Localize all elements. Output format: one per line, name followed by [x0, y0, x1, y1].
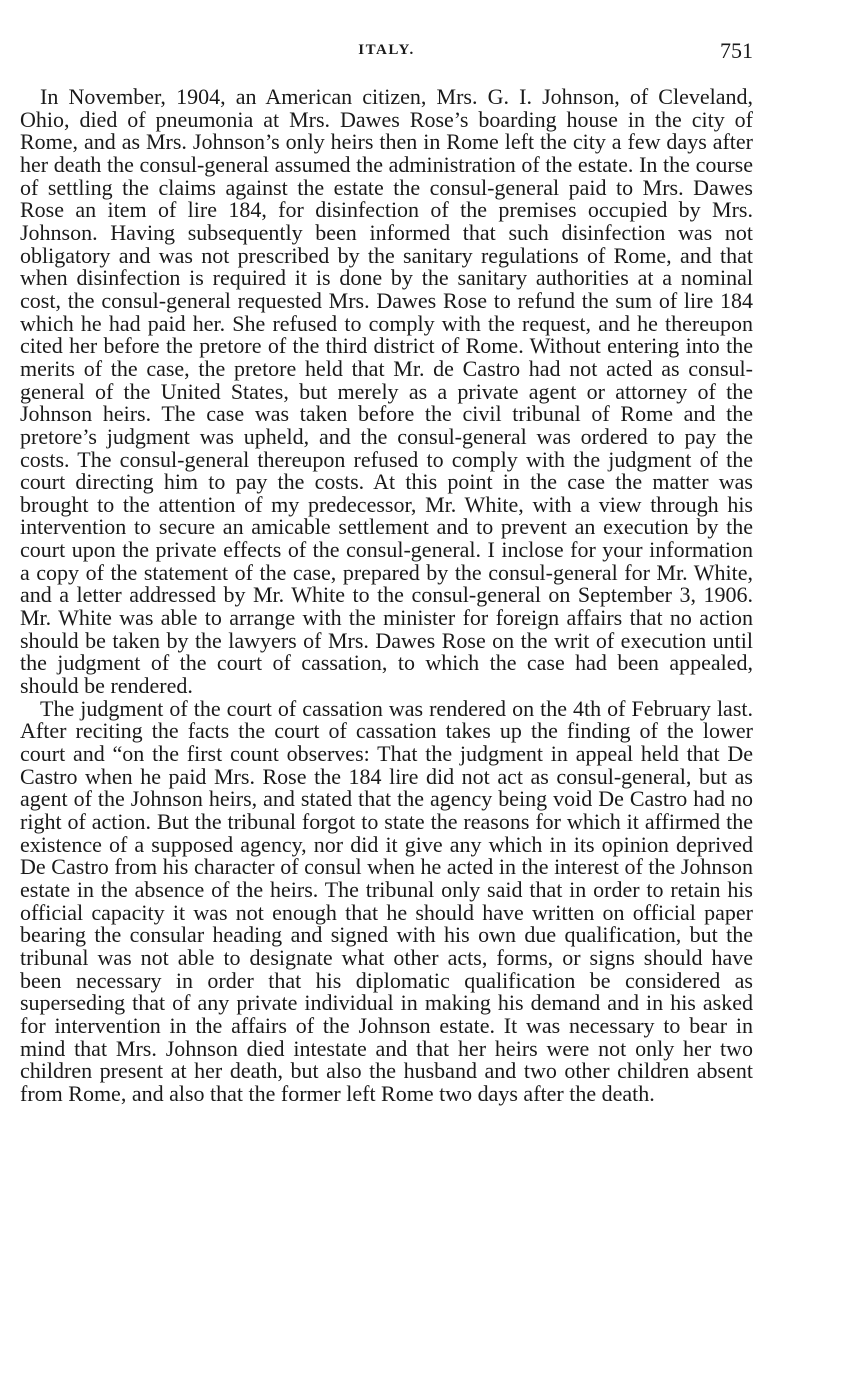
running-head [20, 38, 753, 68]
paragraph-estate-dispute: In November, 1904, an American citizen, Mrs. G. I. Johnson, of Cleveland, Ohio, died of pneumonia at Mrs. Dawes Rose’s boarding house in the city of Rome, and as Mrs. Johnson’s only heirs then in Rome left the city a few days after her death the consul-general assumed the administration of the estate. In the course of settling the claims against the estate the consul-general paid to Mrs. Dawes Rose an item of lire 184, for disinfection of the premises occupied by Mrs. Johnson. Having subsequently been informed that such disinfection was not obligatory and was not prescribed by the sanitary regulations of Rome, and that when disinfection is required it is done by the sanitary authorities at a nominal cost, the consul-general requested Mrs. Dawes Rose to refund the sum of lire 184 which he had paid her. She refused to comply with the request, and he thereupon cited her before the pretore of the third district of Rome. Without entering into the merits of the case, the pretore held that Mr. de Castro had not acted as consul-general of the United States, but merely as a private agent or attorney of the Johnson heirs. The case was taken before the civil tribunal of Rome and the pretore’s judgment was upheld, and the consul-general was ordered to pay the costs. The consul-general thereupon refused to comply with the judgment of the court directing him to pay the costs. At this point in the case the matter was brought to the attention of my predecessor, Mr. White, with a view through his intervention to secure an amicable settlement and to prevent an execution by the court upon the private effects of the consul-general. I inclose for your information a copy of the statement of the case, prepared by the consul-general for Mr. White, and a letter addressed by Mr. White to the consul-general on September 3, 1906. Mr. White was able to arrange with the minister for foreign affairs that no action should be taken by the lawyers of Mrs. Dawes Rose on the writ of execution until the judgment of the court of cassation, to which the case had been appealed, should be rendered. [20, 84, 753, 699]
body-text [20, 86, 753, 1106]
page-number: 751 [720, 38, 753, 63]
running-title: ITALY. [358, 42, 415, 58]
paragraph-cassation-judgment: The judgment of the court of cassation was rendered on the 4th of February last. After reciting the facts the court of cassation takes up the finding of the lower court and “on the first count observes: That the judgment in appeal held that De Castro when he paid Mrs. Rose the 184 lire did not act as consul-general, but as agent of the Johnson heirs, and stated that the agency being void De Castro had no right of action. But the tribunal forgot to state the reasons for which it affirmed the existence of a supposed agency, nor did it give any which in its opinion deprived De Castro from his character of consul when he acted in the interest of the Johnson estate in the absence of the heirs. The tribunal only said that in order to retain his official capacity it was not enough that he should have written on official paper bearing the consular heading and signed with his own due qualification, but the tribunal was not able to designate what other acts, forms, or signs should have been necessary in order that his diplomatic qualification be considered as superseding that of any private individual in making his demand and in his asked for intervention in the affairs of the Johnson estate. It was necessary to bear in mind that Mrs. Johnson died intestate and that her heirs were not only her two children present at her death, but also the husband and two other children absent from Rome, and also that the former left Rome two days after the death. [20, 695, 753, 1106]
